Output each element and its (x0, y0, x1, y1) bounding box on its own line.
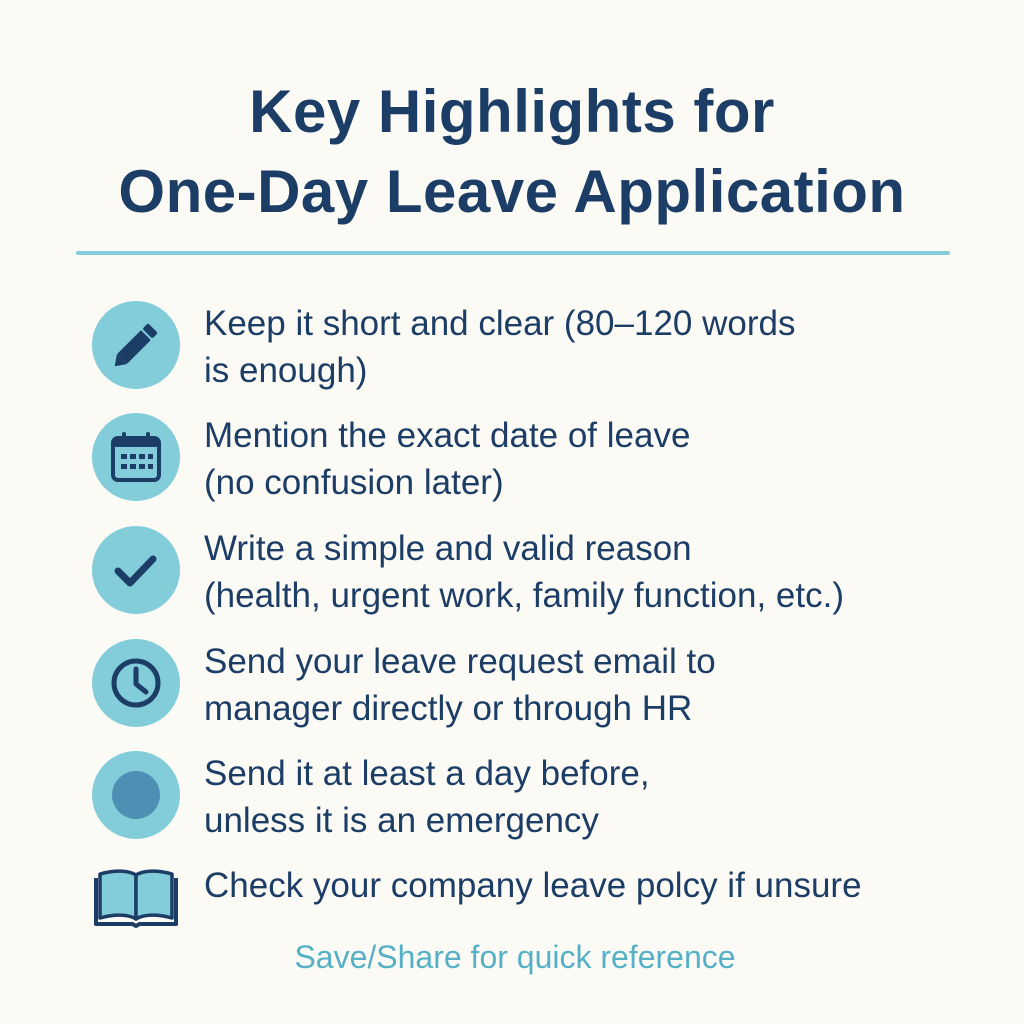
page-title (0, 72, 1024, 232)
title-divider (76, 251, 950, 255)
highlight-text-line-2: (health, urgent work, family function, etc.) (204, 576, 844, 615)
highlight-text-line-2: unless it is an emergency (204, 801, 599, 840)
calendar-icon (92, 413, 180, 501)
pencil-icon (92, 301, 180, 389)
circle-icon (92, 751, 180, 839)
title-line-1: Key Highlights for (249, 78, 775, 145)
footer-note: Save/Share for quick reference (294, 939, 736, 975)
highlight-text-line-1: Send it at least a day before, (204, 754, 650, 793)
highlight-text-line-1: Check your company leave polcy if unsure (204, 866, 862, 905)
highlight-item-send-early (92, 748, 992, 848)
highlight-item-short-clear (92, 296, 992, 396)
highlight-text-line-1: Keep it short and clear (80–120 words (204, 304, 796, 343)
highlight-item-valid-reason (92, 523, 992, 623)
checkmark-icon (92, 526, 180, 614)
highlight-text-line-2: manager directly or through HR (204, 689, 693, 728)
book-icon (92, 858, 180, 946)
highlight-text-line-2: is enough) (204, 351, 368, 390)
highlight-text-line-2: (no confusion later) (204, 463, 504, 502)
highlight-text-line-1: Send your leave request email to (204, 642, 716, 681)
highlight-item-send-request (92, 636, 992, 736)
highlight-text-line-1: Write a simple and valid reason (204, 529, 692, 568)
title-line-2: One-Day Leave Application (118, 158, 906, 225)
highlight-item-exact-date (92, 410, 992, 510)
highlight-text-line-1: Mention the exact date of leave (204, 416, 691, 455)
clock-icon (92, 639, 180, 727)
